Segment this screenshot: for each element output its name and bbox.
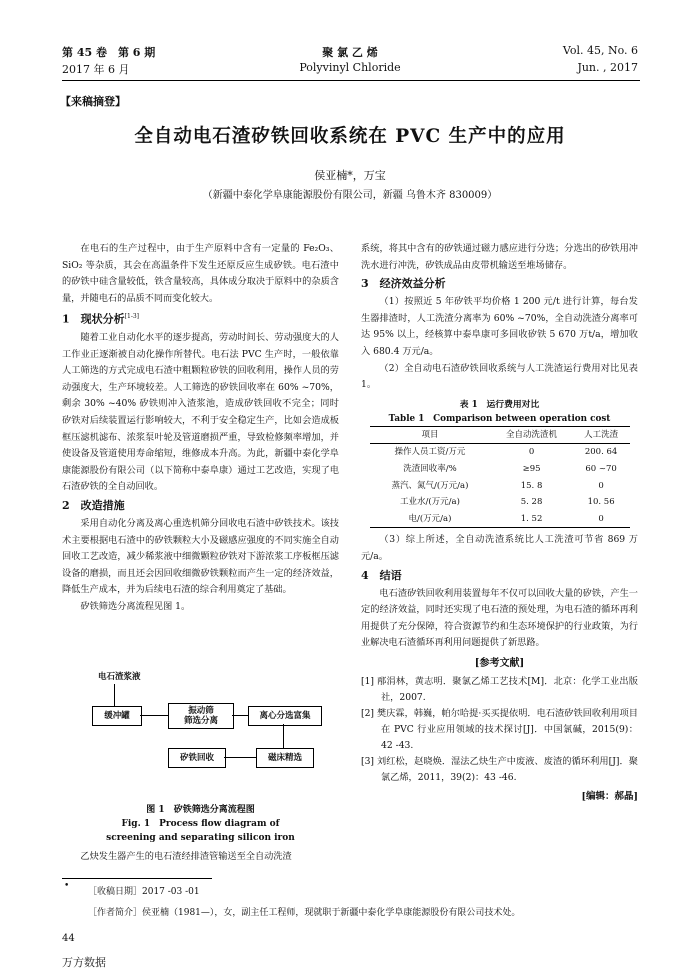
flow-arrow xyxy=(232,715,248,716)
date-en: Jun. , 2017 xyxy=(577,61,638,74)
date-cn: 2017 年 6 月 xyxy=(62,63,130,76)
continued-paragraph: 系统，将其中含有的矽铁通过磁力感应进行分选；分选出的矽铁用冲洗水进行冲洗，矽铁成品由皮带机输送至堆场储存。 xyxy=(361,243,638,271)
authors: 侯亚楠*，万宝 xyxy=(314,169,386,182)
table-row xyxy=(370,444,630,461)
author-bio: ［作者简介］侯亚楠（1981—），女，副主任工程师，现就职于新疆中泰化学阜康能源股份有限公司技术处。 xyxy=(88,908,521,918)
table-cell: 洗渣回收率/% xyxy=(403,463,457,474)
volume-issue-cn: 第 45 卷 第 6 期 xyxy=(62,46,156,59)
reference-item: [1] 邴涓林，黄志明．聚氯乙烯工艺技术[M]．北京：化学工业出版社，2007. xyxy=(361,675,638,703)
article-title: 全自动电石渣矽铁回收系统在 PVC 生产中的应用 xyxy=(134,126,566,147)
section-1-text: 随着工业自动化水平的逐步提高，劳动时间长、劳动强度大的人工作业正逐渐被自动化操作所替代。电石法 PVC 生产时，一般依靠人工筛选的方式完成电石渣中粗颗粒矽铁的回收利用，操作人员的劳动强度大，生产环境较差。人工筛选的矽铁回收率在 60% ~70%，剩余 30% ~40% 矽铁则冲入渣浆池，造成矽铁回收不完全；同时矽铁对后续装置运行影响较大，不利于安全稳定生产，比如会造成板框压滤机滤布、浓浆泵叶轮及管道磨损严重，导致检修频率增加，并使设备及管道使用寿命缩短，维修成本升高。为此，新疆中泰化学阜康能源股份有限公司（以下简称中泰阜康）通过工艺改造，实现了电石渣矽铁的全自动回收。 xyxy=(62,332,339,493)
section-tag: 【来稿摘登】 xyxy=(60,95,126,108)
flow-box-silicon-iron-recovery: 矽铁回收 xyxy=(168,748,226,768)
references-title: [参考文献] xyxy=(474,657,525,669)
table-caption-en: Table 1 Comparison between operation cost xyxy=(388,413,611,424)
journal-name-cn: 聚 氯 乙 烯 xyxy=(322,46,378,59)
flow-box-buffer-tank: 缓冲罐 xyxy=(92,706,142,726)
header-rule xyxy=(62,80,640,81)
figure-intro: 矽铁筛选分离流程见图 1。 xyxy=(80,600,191,612)
right-column xyxy=(361,241,638,806)
table-header-item: 项目 xyxy=(370,426,491,444)
affiliation: （新疆中泰化学阜康能源股份有限公司，新疆 乌鲁木齐 830009） xyxy=(202,190,498,201)
footnote-bullet: • xyxy=(64,881,70,891)
flow-box-vibrating-screen: 振动筛 筛选分离 xyxy=(168,703,234,729)
table-cell: 0 xyxy=(598,480,604,491)
reference-item: [3] 刘红松，赵晓焕．湿法乙炔生产中废液、废渣的循环利用[J]．聚氯乙烯，2011，39(2)：43 -46. xyxy=(361,755,638,783)
after-figure-text: 乙炔发生器产生的电石渣经排渣管输送至全自动洗渣 xyxy=(80,851,292,862)
left-column xyxy=(62,241,339,616)
editor-note: [编辑：郝晶] xyxy=(581,790,638,802)
table-caption xyxy=(361,398,638,426)
flow-diagram xyxy=(80,670,330,790)
flow-arrow xyxy=(283,724,284,748)
flow-box-magnetic-bed: 磁床精选 xyxy=(256,748,314,768)
reference-item: [2] 樊庆霖，韩巍，帕尔哈提·买买提依明．电石渣矽铁回收利用项目在 PVC 行业应用领域的技术探讨[J]．中国氯碱，2015(9)：42 -43. xyxy=(361,707,638,751)
table-row xyxy=(370,494,630,511)
section-1-heading xyxy=(62,308,339,329)
figure-caption-en-1: Fig. 1 Process flow diagram of xyxy=(121,819,280,829)
cost-comparison-table xyxy=(370,426,630,529)
table-header-manual: 人工洗渣 xyxy=(573,426,630,444)
table-cell: 电/(万元/a) xyxy=(370,511,491,528)
intro-paragraph: 在电石的生产过程中，由于生产原料中含有一定量的 Fe₂O₃、SiO₂ 等杂质，其会在高温条件下发生还原反应生成矽铁。电石渣中的矽铁中硅含量较低，铁含量较高，具体成分取决于原料中的杂质含量，并随电石的品质不同而变化较大。 xyxy=(62,243,339,304)
section-2-text: 采用自动化分离及离心重选机筛分回收电石渣中矽铁技术。该技术主要根据电石渣中的矽铁颗粒大小及磁感应强度的不同实施全自动回收工艺改造，减少稀浆液中细微颗粒矽铁对下游浓浆工序板框压滤设备的磨损，而且还会因回收细微矽铁颗粒而产生一定的经济效益，降低生产成本，并为后续电石渣的综合利用奠定了基础。 xyxy=(62,517,339,596)
section-3-para-1: （1）按照近 5 年矽铁平均价格 1 200 元/t 进行计算，每台发生器排渣时，人工洗渣分离率为 60% ~70%，全自动洗渣分离率可达 95% 以上，经核算中泰阜康可多回收矽铁 5 670 万t/a，增加收入 680.4 万元/a。 xyxy=(361,296,638,357)
flow-arrow xyxy=(140,715,168,716)
table-cell: ≥95 xyxy=(522,463,541,474)
section-3-title: 3 经济效益分析 xyxy=(361,277,446,291)
table-cell: 5. 28 xyxy=(520,497,543,508)
section-1-citation: [1-3] xyxy=(124,313,139,321)
journal-name-en: Polyvinyl Chloride xyxy=(299,61,401,74)
received-date: ［收稿日期］2017 -03 -01 xyxy=(88,887,200,897)
flow-box-centrifugal-enrichment: 离心分选富集 xyxy=(248,706,322,726)
table-row xyxy=(370,478,630,495)
table-cell: 蒸汽、氮气/(万元/a) xyxy=(391,480,469,491)
figure-caption-en-2: screening and separating silicon iron xyxy=(106,833,295,843)
table-cell: 10. 56 xyxy=(587,497,615,508)
table-cell: 0 xyxy=(528,447,535,458)
table-row xyxy=(370,461,630,478)
table-caption-cn: 表 1 运行费用对比 xyxy=(459,399,540,410)
table-cell: 0 xyxy=(573,511,630,528)
flow-input-label: 电石渣浆液 xyxy=(98,672,141,682)
table-cell: 1. 52 xyxy=(490,511,572,528)
table-cell: 操作人员工资/万元 xyxy=(394,447,466,458)
table-row xyxy=(370,511,630,528)
volume-issue-en: Vol. 45, No. 6 xyxy=(562,44,638,57)
flow-arrow xyxy=(224,757,256,758)
page-number: 44 xyxy=(62,933,75,944)
footnote-rule xyxy=(62,878,212,879)
section-3-para-3: （3）综上所述，全自动洗渣系统比人工洗渣可节省 869 万元/a。 xyxy=(361,534,638,562)
table-header-automatic: 全自动洗渣机 xyxy=(490,426,572,444)
table-cell: 60 ~70 xyxy=(585,463,617,474)
section-4-text: 电石渣矽铁回收利用装置每年不仅可以回收大量的矽铁，产生一定的经济效益，同时还实现了电石渣的预处理，为电石渣的循环再利用提供了充分保障，符合资源节约和生态环境保护的行业政策，为行业解决电石渣循环再利用问题提供了新思路。 xyxy=(361,587,638,649)
flow-arrow xyxy=(114,684,115,706)
section-1-title: 1 现状分析 xyxy=(62,313,125,327)
figure-caption-cn: 图 1 矽铁筛选分离流程图 xyxy=(146,805,255,815)
table-cell: 工业水/(万元/a) xyxy=(400,497,460,508)
section-2-title: 2 改造措施 xyxy=(62,498,125,512)
table-cell: 200. 64 xyxy=(584,447,618,458)
table-header-row xyxy=(370,426,630,444)
table-cell: 15. 8 xyxy=(520,480,543,491)
watermark: 万方数据 xyxy=(62,956,106,969)
figure-caption xyxy=(62,803,339,845)
section-3-para-2: （2）全自动电石渣矽铁回收系统与人工洗渣运行费用对比见表 1。 xyxy=(361,362,638,391)
section-4-title: 4 结语 xyxy=(361,568,402,582)
